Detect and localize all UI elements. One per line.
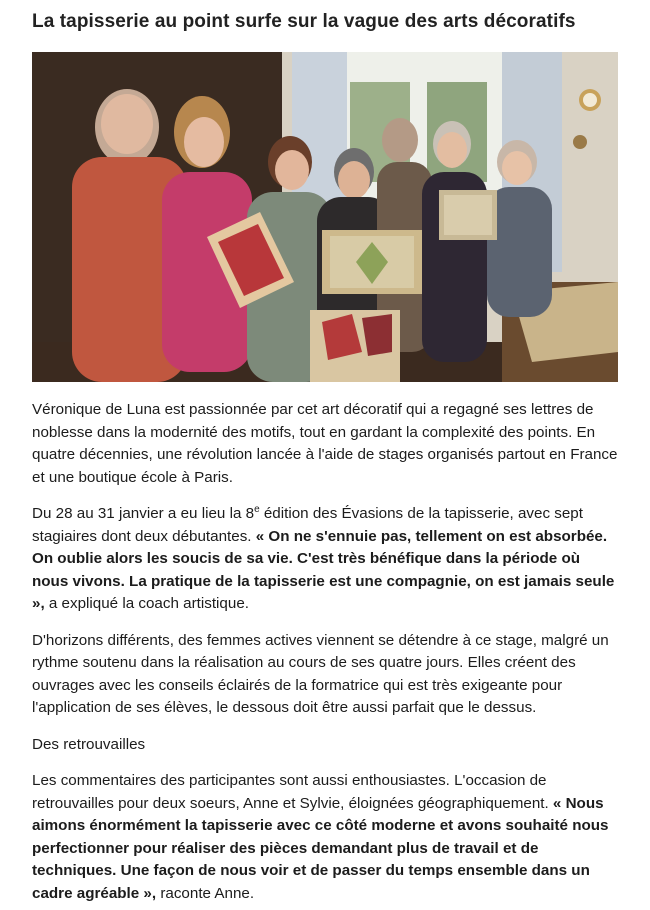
paragraph-3: D'horizons différents, des femmes actives viennent se détendre à ce stage, malgré un rythme soutenu dans la réalisation au cours de ses quatre jours. Elles créent des ouvrages avec les conseils éclairés de la formatrice qui est très exigeante pour l'application de ses élèves, le dessous doit être aussi parfait que le dessus. — [32, 631, 609, 716]
quote-anne: « Nous aimons énormément la tapisserie avec ce côté moderne et avons souhaité nous perfectionner pour réaliser des pièces demandant plus de travail et de techniques. Une façon de nous voir et de passer du temps ensemble dans un cadre agréable », — [32, 794, 609, 902]
article-title: La tapisserie au point surfe sur la vague des arts décoratifs — [32, 11, 576, 32]
paragraph-2-intro: Du 28 au 31 janvier a eu lieu la 8 — [32, 505, 255, 522]
quote-coach: « On ne s'ennuie pas, tellement on est absorbée. On oublie alors les soucis de sa vie. C'est très bénéfique dans la période où nous vivons. La pratique de la tapisserie est une compagnie, on est jamais seule », — [32, 527, 615, 612]
paragraph-4-intro: Les commentaires des participantes sont aussi enthousiastes. L'occasion de retrouvailles pour deux soeurs, Anne et Sylvie, éloignées géographiquement. — [32, 772, 553, 812]
paragraph-2-middle: édition des Évasions de la tapisserie, avec sept stagiaires dont deux débutantes. — [32, 505, 583, 545]
ordinal-suffix: e — [254, 503, 260, 515]
paragraph-4-end: raconte Anne. — [156, 884, 255, 902]
paragraph-2-end: a expliqué la coach artistique. — [44, 595, 249, 612]
photo-of-women-holding-tapestries-icon — [32, 52, 618, 382]
article-body — [32, 399, 618, 905]
subheading: Des retrouvailles — [32, 735, 146, 753]
article-photo — [32, 52, 618, 382]
paragraph-1: Véronique de Luna est passionnée par cet art décoratif qui a regagné ses lettres de noblesse dans la modernité des motifs, tout en gardant la complexité des points. En quatre décennies, une révolution lancée à l'aide de stages organisés partout en France et une boutique école à Paris. — [32, 401, 618, 486]
paragraph-4 — [32, 770, 618, 905]
paragraph-2 — [32, 503, 618, 616]
